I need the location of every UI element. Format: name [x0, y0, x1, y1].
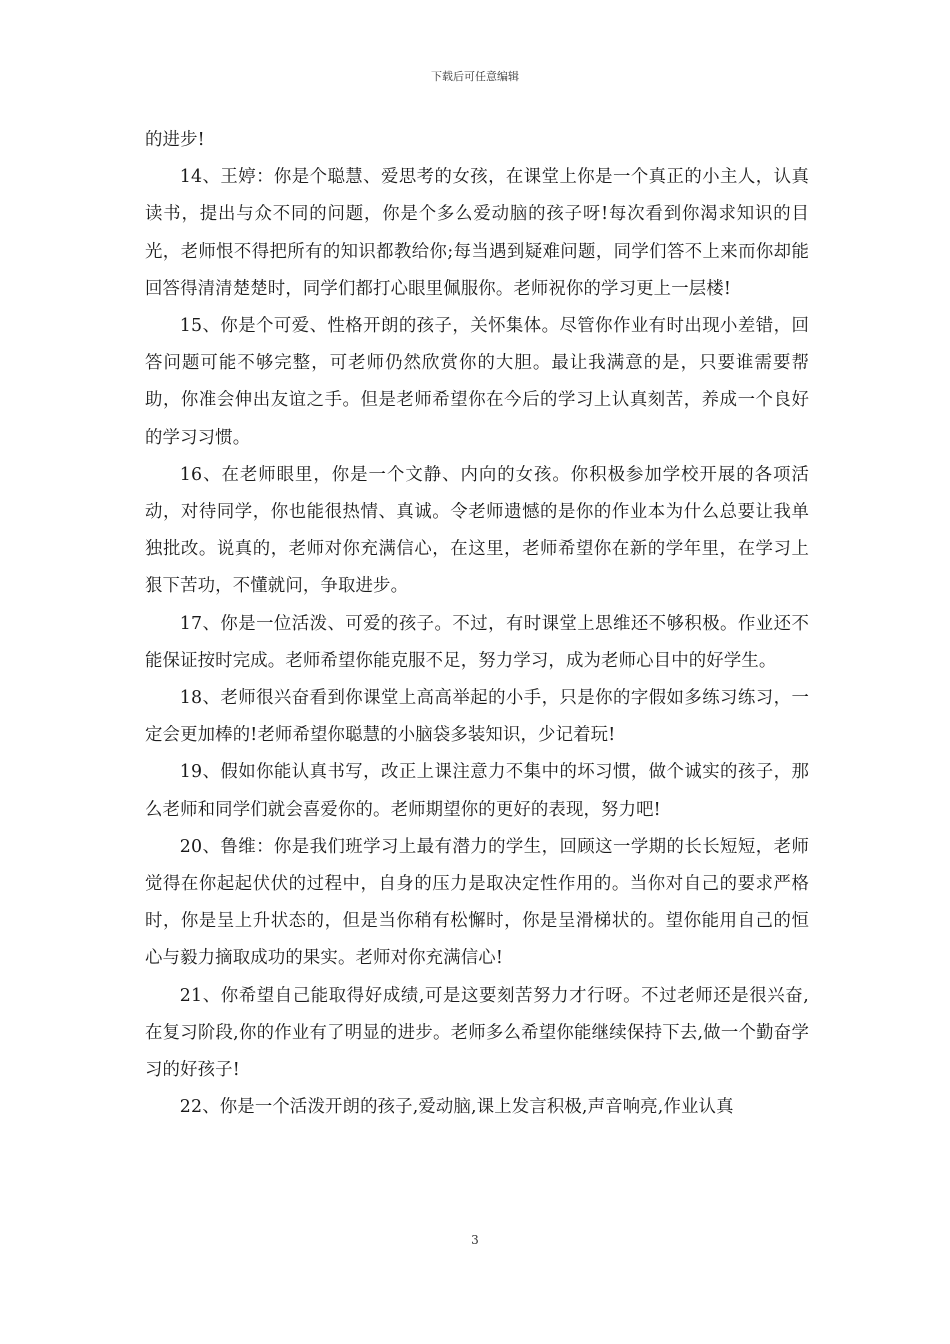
document-body — [145, 122, 809, 1126]
page-number: 3 — [471, 1233, 479, 1247]
page-header: 下载后可任意编辑 — [431, 70, 519, 83]
paragraph: 22、你是一个活泼开朗的孩子,爱动脑,课上发言积极,声音响亮,作业认真 — [179, 1097, 734, 1118]
paragraph: 18、老师很兴奋看到你课堂上高高举起的小手，只是你的字假如多练习练习，一定会更加棒的!老师希望你聪慧的小脑袋多装知识，少记着玩! — [145, 688, 809, 746]
paragraph: 21、你希望自己能取得好成绩,可是这要刻苦努力才行呀。不过老师还是很兴奋,在复习阶段,你的作业有了明显的进步。老师多么希望你能继续保持下去,做一个勤奋学习的好孩子! — [145, 985, 809, 1081]
paragraph: 20、鲁维：你是我们班学习上最有潜力的学生，回顾这一学期的长长短短，老师觉得在你起起伏伏的过程中，自身的压力是取决定性作用的。当你对自己的要求严格时，你是呈上升状态的，但是当你稍有松懈时，你是呈滑梯状的。望你能用自己的恒心与毅力摘取成功的果实。老师对你充满信心! — [145, 836, 809, 969]
paragraph: 16、在老师眼里，你是一个文静、内向的女孩。你积极参加学校开展的各项活动，对待同学，你也能很热情、真诚。令老师遗憾的是你的作业本为什么总要让我单独批改。说真的，老师对你充满信心，在这里，老师希望你在新的学年里，在学习上狠下苦功，不懂就问，争取进步。 — [145, 464, 809, 597]
paragraph: 17、你是一位活泼、可爱的孩子。不过，有时课堂上思维还不够积极。作业还不能保证按时完成。老师希望你能克服不足，努力学习，成为老师心目中的好学生。 — [145, 613, 809, 671]
paragraph: 19、假如你能认真书写，改正上课注意力不集中的坏习惯，做个诚实的孩子，那么老师和同学们就会喜爱你的。老师期望你的更好的表现，努力吧! — [145, 762, 809, 820]
paragraph: 15、你是个可爱、性格开朗的孩子，关怀集体。尽管你作业有时出现小差错，回答问题可能不够完整，可老师仍然欣赏你的大胆。最让我满意的是，只要谁需要帮助，你准会伸出友谊之手。但是老师希望你在今后的学习上认真刻苦，养成一个良好的学习习惯。 — [145, 316, 809, 448]
paragraph: 14、王婷：你是个聪慧、爱思考的女孩，在课堂上你是一个真正的小主人，认真读书，提出与众不同的问题，你是个多么爱动脑的孩子呀!每次看到你渴求知识的目光，老师恨不得把所有的知识都教给你;每当遇到疑难问题，同学们答不上来而你却能回答得清清楚楚时，同学们都打心眼里佩服你。老师祝你的学习更上一层楼! — [145, 167, 809, 299]
paragraph: 的进步! — [145, 130, 205, 150]
